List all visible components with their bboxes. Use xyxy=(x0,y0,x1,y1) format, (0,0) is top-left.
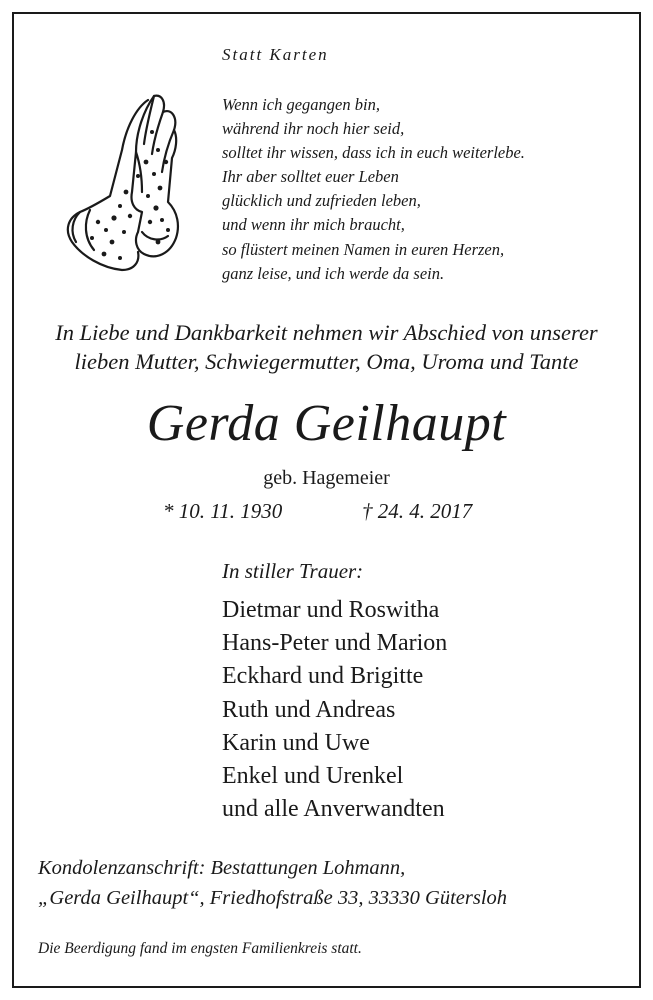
intro-line: In Liebe und Dankbarkeit nehmen wir Abschied von unserer xyxy=(55,320,598,345)
maiden-name: geb. Hagemeier xyxy=(263,467,390,489)
condolence-address xyxy=(38,853,507,913)
funeral-note: Die Beerdigung fand im engsten Familienkreis statt. xyxy=(38,940,362,957)
mourner-name: und alle Anverwandten xyxy=(222,796,445,823)
praying-hands-icon xyxy=(50,92,182,274)
mourner-name: Ruth und Andreas xyxy=(222,696,396,723)
poem-line: Ihr aber solltet euer Leben xyxy=(222,167,399,187)
mourner-name: Dietmar und Roswitha xyxy=(222,597,440,623)
header-text: Statt Karten xyxy=(222,45,329,64)
death-date: † 24. 4. 2017 xyxy=(362,499,473,523)
condolence-line: Kondolenzanschrift: Bestattungen Lohmann, xyxy=(38,857,406,879)
poem-line: während ihr noch hier seid, xyxy=(222,119,405,139)
condolence-line: „Gerda Geilhaupt“, Friedhofstraße 33, 33330 Gütersloh xyxy=(38,887,508,909)
mourner-name: Karin und Uwe xyxy=(222,729,370,756)
deceased-name: Gerda Geilhaupt xyxy=(146,395,507,452)
intro-line: lieben Mutter, Schwiegermutter, Oma, Uroma und Tante xyxy=(74,349,579,374)
poem-line: Wenn ich gegangen bin, xyxy=(222,95,380,114)
mourning-label: In stiller Trauer: xyxy=(222,559,364,583)
intro-text xyxy=(0,318,653,376)
mourner-name: Eckhard und Brigitte xyxy=(222,663,424,690)
birth-date: * 10. 11. 1930 xyxy=(163,499,283,523)
mourner-name: Enkel und Urenkel xyxy=(222,763,404,790)
poem-line: solltet ihr wissen, dass ich in euch weiterlebe. xyxy=(222,143,525,163)
mourners-list xyxy=(222,594,447,826)
poem-line: so flüstert meinen Namen in euren Herzen, xyxy=(222,239,505,259)
poem xyxy=(222,93,525,286)
poem-line: glücklich und zufrieden leben, xyxy=(222,191,421,211)
mourner-name: Hans-Peter und Marion xyxy=(222,630,448,657)
poem-line: ganz leise, und ich werde da sein. xyxy=(222,263,445,283)
poem-line: und wenn ihr mich braucht, xyxy=(222,215,405,235)
